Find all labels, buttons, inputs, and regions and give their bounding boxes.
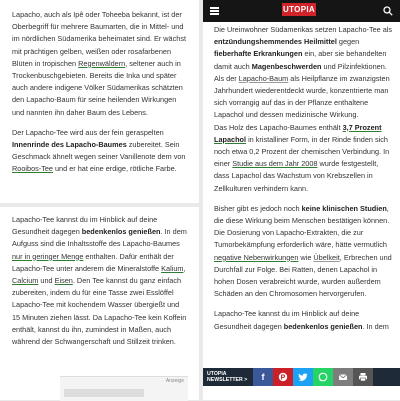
whatsapp-icon: [318, 372, 328, 382]
lapachol-paragraph: Das Holz des Lapacho-Baumes enthält 3,7 Prozent Lapachol in kristalliner Form, in der Rinde finden sich noch etwa 0,2 Prozent der chemischen Verbindung. In einer Studie aus dem Jahr 2008 wurde festgestellt, dass Lapachol das Wachstum von Krebszellen in Zellkulturen verhindern kann.: [214, 122, 390, 193]
health-paragraph: Lapacho-Tee kannst du im Hinblick auf deine Gesundheit dagegen bedenkenlos genießen. In dem Aufguss sind die Inhaltsstoffe des Lapacho-Baumes nur in geringer Menge enthalten. Dafür enthält der Lapacho-Tee unter anderem die Mineralstoffe Kalium, Calcium und Eisen. Den Tee kannst du ganz einfach zubereiten, indem du für eine Tasse zwei Esslöffel Lapacho-Tee mit kochendem Wasser übergießt und 15 Minuten ziehen lässt. Da Lapacho-Tee kein Koffein enthält, kannst du ihn, zumindest in Maßen, auch während der Schwangerschaft und Stillzeit trinken.: [12, 215, 187, 347]
email-share-button[interactable]: [333, 368, 353, 386]
svg-text:P: P: [280, 374, 286, 382]
twitter-share-button[interactable]: [293, 368, 313, 386]
fieberhafte-bold: fieberhafte Erkrankungen: [214, 49, 303, 59]
site-header: [203, 0, 400, 22]
article-body: [214, 24, 394, 333]
innenrinde-bold: Innenrinde des Lapacho-Baumes: [12, 140, 127, 150]
article-pane-right: [203, 0, 400, 400]
studies-paragraph: Bisher gibt es jedoch noch keine klinischen Studien, die diese Wirkung beim Menschen bestätigen können. Die Dosierung von Lapacho-Extrakten, die zur Tumorbekämpfung erforderlich wäre, hätte vermutlich negative Nebenwirkungen wie Übelkeit, Erbrechen und Durchfall zur Folge. Bei Ratten, denen Lapachol in hohen Dosen verabreicht wurde, wurden außerdem Schäden an den Chromosomen hervorgerufen.: [214, 203, 392, 299]
heilmittel-bold: entzündungshemmendes Heilmittel: [214, 37, 337, 47]
mail-icon: [338, 372, 348, 382]
eisen-link[interactable]: Eisen: [54, 276, 73, 286]
ad-placeholder: [64, 389, 144, 397]
ad-banner[interactable]: [60, 376, 188, 401]
hamburger-menu-icon[interactable]: [210, 7, 219, 15]
indigenous-use-paragraph: Die Ureinwohner Südamerikas setzen Lapacho-Tee als entzündungshemmendes Heilmittel gegen fieberhafte Erkrankungen ein, aber sie behandelten damit auch Magenbeschwerden und Pilzinfektionen. Als der Lapacho-Baum als Heilpflanze im zwanzigsten Jahrhundert wiederentdeckt wurde, konzentrierte man sich vorrangig auf das in der Pflanze enthaltene Lapachol und dessen medizinische Wirkung.: [214, 25, 393, 120]
preparation-paragraph: Der Lapacho-Tee wird aus der fein geraspelten Innenrinde des Lapacho-Baumes zubereitet. Sein Geschmack ähnelt wegen seiner Vanillenote dem von Rooibos-Tee und er hat eine erdige, rötliche Farbe.: [12, 127, 186, 174]
lapachol-prozent-link[interactable]: 3,7 Prozent Lapachol: [214, 122, 382, 144]
bedenkenlos-bold-right: bedenkenlos genießen: [283, 321, 363, 331]
print-icon: [358, 372, 368, 382]
lapacho-baum-link[interactable]: Lapacho-Baum: [238, 73, 289, 83]
article-pane-top-left: [0, 0, 199, 203]
bedenkenlos-bold: bedenkenlos genießen: [81, 227, 161, 237]
utopia-logo[interactable]: UTOPIA: [283, 5, 315, 14]
studie-2008-link[interactable]: Studie aus dem Jahr 2008: [232, 159, 318, 169]
calcium-link[interactable]: Calcium: [12, 276, 39, 286]
newsletter-button[interactable]: UTOPIA NEWSLETTER >: [207, 371, 248, 383]
pinterest-icon: [278, 372, 288, 382]
article-pane-bottom-left: [0, 207, 199, 400]
intro-paragraph: Lapacho, auch als Ipê oder Toheeba bekannt, ist der Oberbegriff für mehrere Baumarten, die in Mittel- und im nördlichen Südamerika beheimatet sind. Er wächst mit prächtigen gelben, weißen oder rosafarbenen Blüten in tropischen Regenwäldern, seltener auch in Trockenbuschgebieten. Bereits die Inka und später auch andere indigene Völker Südamerikas schätzten den Lapacho-Baum für seine heilenden Wirkungen und nannten ihn daher Baum des Lebens.: [12, 10, 186, 117]
whatsapp-share-button[interactable]: [313, 368, 333, 386]
facebook-share-button[interactable]: [253, 368, 273, 386]
twitter-icon: [298, 372, 308, 382]
facebook-icon: f: [261, 371, 265, 382]
print-button[interactable]: [353, 368, 373, 386]
rooibos-tee-link[interactable]: Rooibos-Tee: [12, 164, 53, 174]
health-paragraph-right: Lapacho-Tee kannst du im Hinblick auf deine Gesundheit dagegen bedenkenlos genießen. In dem: [214, 309, 389, 331]
ad-label: Anzeige: [165, 378, 184, 384]
pinterest-share-button[interactable]: [273, 368, 293, 386]
search-icon[interactable]: [383, 6, 393, 16]
uebelkeit-link[interactable]: Übelkeit: [313, 252, 340, 262]
magenbeschwerden-bold: Magenbeschwerden: [251, 61, 322, 71]
geringe-menge-link[interactable]: nur in geringer Menge: [12, 251, 84, 261]
nebenwirkungen-link[interactable]: negative Nebenwirkungen: [214, 252, 299, 262]
regenwaelder-link[interactable]: Regenwäldern: [78, 58, 126, 68]
share-bar: [203, 368, 400, 386]
keine-studien-bold: keine klinischen Studien: [301, 203, 387, 213]
kalium-link[interactable]: Kalium: [161, 263, 184, 273]
